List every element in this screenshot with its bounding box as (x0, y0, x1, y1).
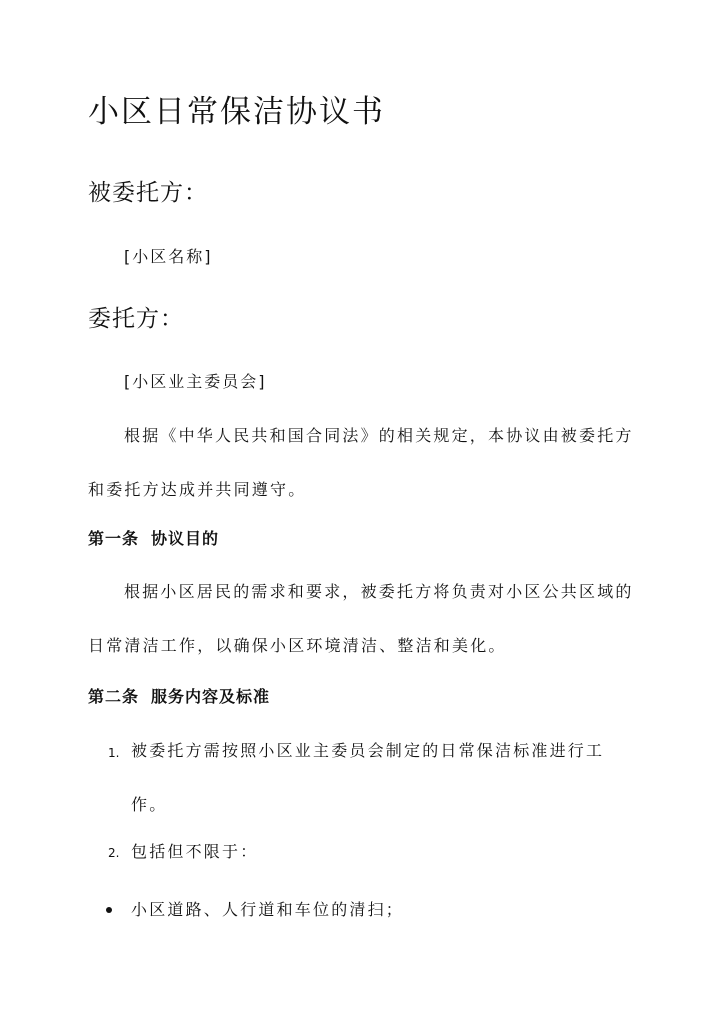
bullet-icon (106, 907, 112, 913)
preamble-paragraph: 根据《中华人民共和国合同法》的相关规定，本协议由被委托方和委托方达成并共同遵守。 (88, 426, 634, 499)
list-item-number: 1. (108, 746, 120, 760)
article-1-number: 第一条 (88, 529, 140, 548)
entrusted-party-value: [小区名称] (124, 247, 213, 266)
article-2-number: 第二条 (88, 687, 140, 706)
entrusting-party-value: [小区业主委员会] (124, 372, 267, 391)
article-1-body: 根据小区居民的需求和要求，被委托方将负责对小区公共区域的日常清洁工作，以确保小区环境清洁、整洁和美化。 (88, 582, 634, 655)
article-1-title: 协议目的 (151, 529, 220, 548)
entrusted-party-heading: 被委托方： (88, 180, 208, 206)
article-2-title: 服务内容及标准 (151, 687, 271, 706)
list-item: 包括但不限于： (131, 842, 259, 861)
entrusting-party-heading: 委托方： (88, 306, 184, 332)
article-2-heading (88, 684, 270, 707)
bullet-item: 小区道路、人行道和车位的清扫； (131, 900, 405, 919)
list-item: 被委托方需按照小区业主委员会制定的日常保洁标准进行工作。 (131, 741, 605, 814)
list-item-number: 2. (108, 846, 120, 860)
document-title: 小区日常保洁协议书 (88, 94, 385, 130)
article-1-heading (88, 526, 219, 549)
